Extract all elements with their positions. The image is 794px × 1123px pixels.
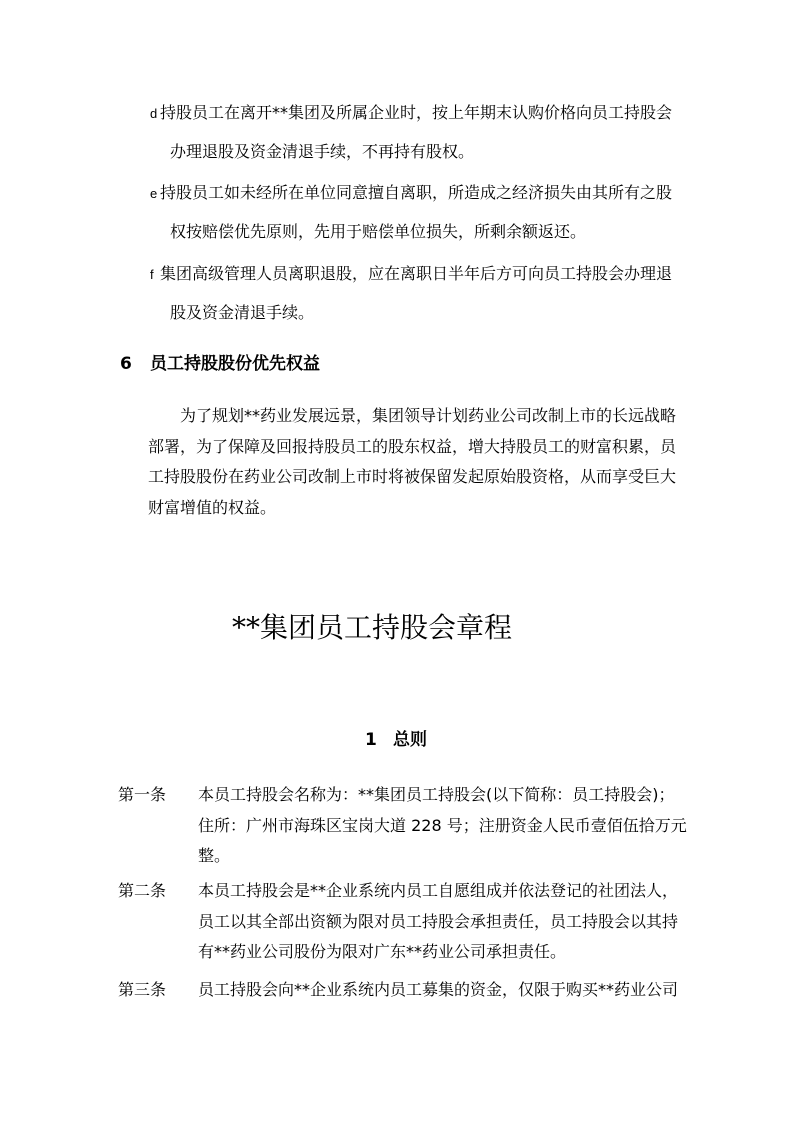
article-body [198, 876, 688, 968]
list-item-f [150, 255, 680, 332]
paragraph-line: 为了规划**药业发展远景，集团领导计划药业公司改制上市的长远战略 [180, 406, 677, 425]
article-body [198, 975, 688, 1006]
article-line: 员工以其全部出资额为限对员工持股会承担责任，员工持股会以其持 [198, 911, 679, 931]
list-item-text: 集团高级管理人员离职退股，应在离职日半年后方可向员工持股会办理退 [160, 264, 673, 283]
article-label: 第二条 [118, 881, 167, 900]
article-line: 整。 [198, 846, 231, 865]
article-line: 有**药业公司股份为限对广东**药业公司承担责任。 [198, 942, 567, 961]
list-item-line [150, 94, 680, 133]
list-marker: d [150, 106, 158, 121]
section-heading [120, 350, 320, 378]
list-item-line: 股及资金清退手续。 [170, 303, 315, 322]
list-item-line: 办理退股及资金清退手续，不再持有股权。 [170, 142, 475, 161]
list-item-text: 持股员工在离开**集团及所属企业时，按上年期末认购价格向员工持股会 [160, 103, 673, 122]
list-marker: f [150, 267, 154, 282]
list-item-d [150, 94, 680, 171]
article-line: 本员工持股会是**企业系统内员工自愿组成并依法登记的社团法人， [198, 881, 679, 900]
article-body [198, 780, 688, 872]
chapter-title: 总则 [393, 730, 427, 750]
section-title: 员工持股股份优先权益 [150, 354, 320, 374]
list-marker: e [150, 186, 158, 201]
list-item-line [150, 255, 680, 294]
chapter-heading [365, 726, 427, 754]
list-item-line: 权按赔偿优先原则，先用于赔偿单位损失，所剩余额返还。 [170, 222, 587, 241]
paragraph-line: 部署，为了保障及回报持股员工的股东权益，增大持股员工的财富积累，员 [148, 436, 677, 456]
article-label: 第三条 [118, 980, 167, 999]
article-line: 本员工持股会名称为：**集团员工持股会(以下简称：员工持股会)； [198, 785, 675, 804]
section-number: 6 [120, 354, 132, 374]
paragraph-line: 工持股股份在药业公司改制上市时将被保留发起原始股资格，从而享受巨大 [148, 467, 677, 486]
chapter-number: 1 [365, 730, 377, 750]
list-item-text: 持股员工如未经所在单位同意擅自离职，所造成之经济损失由其所有之股 [160, 183, 673, 202]
document-title: **集团员工持股会章程 [232, 611, 513, 644]
article-line: 住所：广州市海珠区宝岗大道 228 号；注册资金人民币壹佰伍拾万元 [198, 815, 687, 835]
list-item-line [150, 174, 680, 213]
paragraph-line: 财富增值的权益。 [148, 497, 277, 517]
article-line: 员工持股会向**企业系统内员工募集的资金，仅限于购买**药业公司 [198, 980, 679, 999]
list-item-e [150, 174, 680, 251]
article-label: 第一条 [118, 785, 167, 804]
section-paragraph [148, 401, 678, 523]
